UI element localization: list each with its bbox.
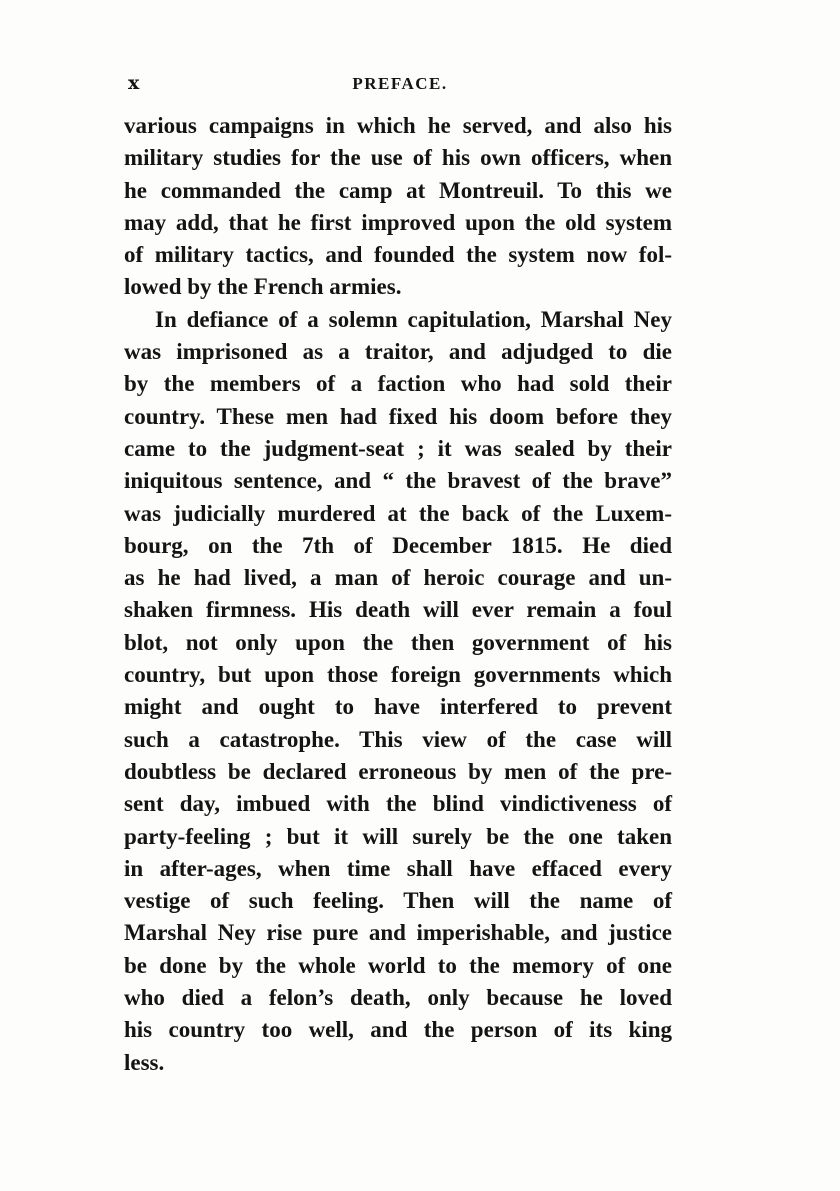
text-line: be done by the whole world to the memory of one [124,952,672,978]
text-line: may add, that he first improved upon the old system [124,209,672,235]
text-line: such a catastrophe. This view of the case will [124,726,672,752]
page-header [128,72,672,96]
text-line: less. [124,1049,165,1075]
text-line: blot, not only upon the then government of his [124,629,672,655]
text-line: bourg, on the 7th of December 1815. He died [124,532,672,558]
text-line: iniquitous sentence, and “ the bravest of the brave” [124,468,672,494]
text-line: In defiance of a solemn capitulation, Marshal Ney [155,306,672,332]
text-line: shaken firmness. His death will ever remain a foul [124,597,672,623]
text-line: as he had lived, a man of heroic courage and un- [124,565,672,591]
text-line: country, but upon those foreign governments which [124,662,672,688]
text-line: country. These men had fixed his doom before they [124,403,672,429]
body-text [124,110,672,1079]
text-line: lowed by the French armies. [124,274,402,300]
text-line: was imprisoned as a traitor, and adjudged to die [124,339,672,365]
text-line: by the members of a faction who had sold their [124,371,672,397]
text-line: he commanded the camp at Montreuil. To this we [124,177,672,203]
text-line: came to the judgment-seat ; it was sealed by their [124,435,672,461]
text-line: in after-ages, when time shall have effaced every [124,855,672,881]
text-line: sent day, imbued with the blind vindictiveness of [124,791,672,817]
text-line: various campaigns in which he served, and also his [124,113,672,138]
text-line: party-feeling ; but it will surely be the one taken [124,823,672,849]
text-line: might and ought to have interfered to prevent [124,694,672,720]
text-line: his country too well, and the person of its king [124,1017,672,1043]
page-number: x [128,72,140,94]
text-line: Marshal Ney rise pure and imperishable, and justice [124,920,672,946]
text-line: was judicially murdered at the back of the Luxem- [124,500,672,526]
running-head: PREFACE. [352,74,448,93]
text-line: doubtless be declared erroneous by men of the pre- [124,758,672,784]
text-line: vestige of such feeling. Then will the name of [124,888,672,914]
text-line: of military tactics, and founded the system now fol- [124,242,672,268]
text-line: who died a felon’s death, only because he loved [124,985,672,1011]
text-line: military studies for the use of his own officers, when [124,145,672,171]
